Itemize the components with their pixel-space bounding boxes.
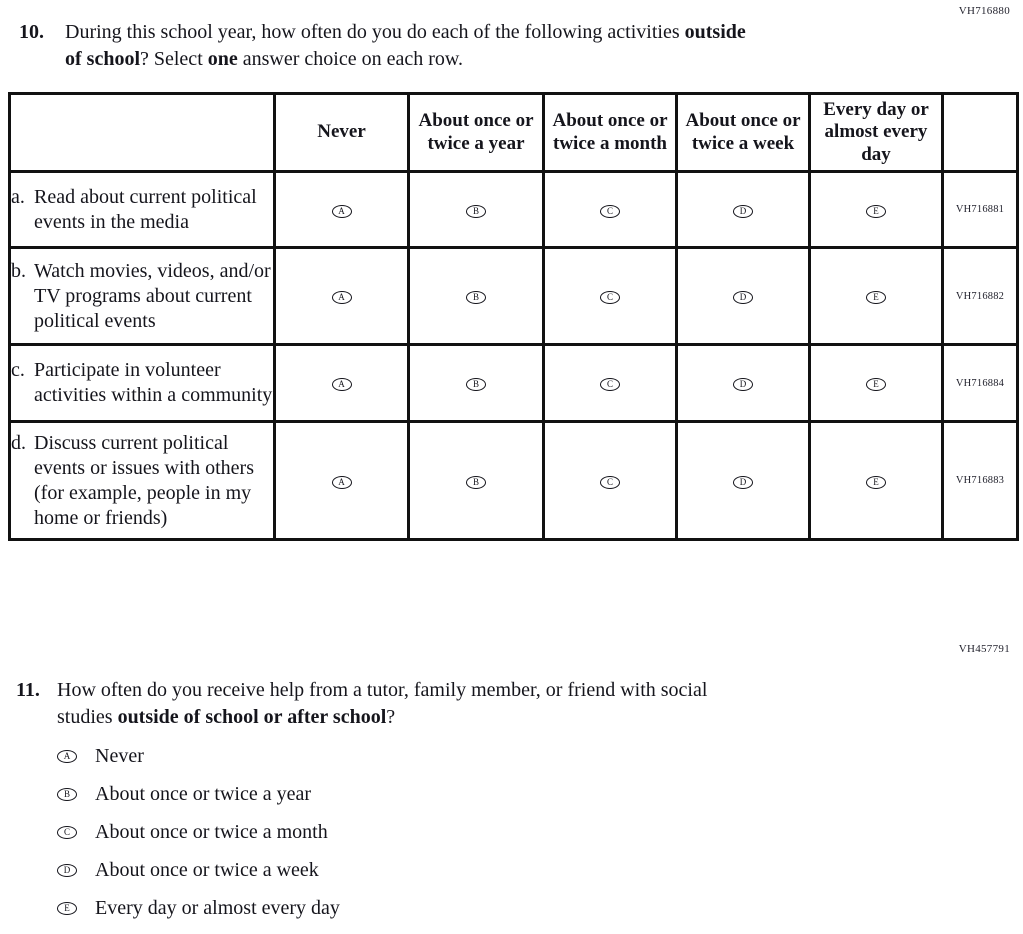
choice-cell [409, 248, 544, 345]
question-11 [16, 677, 976, 731]
choice-cell [677, 248, 810, 345]
activity-label: Participate in volunteer activities within a community [34, 359, 273, 406]
option-e [57, 896, 340, 920]
question-10-text: During this school year, how often do you do each of the following activities outside of school? Select one answer choice on each row. [65, 21, 746, 70]
table-header-row [10, 94, 1018, 172]
question-11-options [57, 744, 340, 934]
form-code-mid: VH457791 [958, 643, 1010, 655]
row-letter: b. [11, 259, 26, 282]
answer-bubble-e[interactable]: E [866, 476, 886, 489]
choice-cell [409, 172, 544, 248]
answer-bubble-c[interactable]: C [600, 291, 620, 304]
activity-label-cell [10, 248, 275, 345]
answer-bubble-d[interactable]: D [733, 205, 753, 218]
choice-cell [677, 345, 810, 422]
choice-cell [810, 248, 943, 345]
answer-bubble-a[interactable]: A [332, 378, 352, 391]
row-code: VH716884 [943, 345, 1018, 422]
option-label: Every day or almost every day [95, 896, 340, 919]
option-d [57, 858, 340, 882]
header-code-blank [943, 94, 1018, 172]
question-10-number: 10. [19, 21, 44, 43]
activity-label-cell [10, 172, 275, 248]
activity-label: Discuss current political events or issues with others (for example, people in my home or friends) [34, 431, 254, 529]
question-10 [19, 19, 979, 73]
choice-cell [677, 172, 810, 248]
option-label: Never [95, 744, 144, 767]
activity-label: Read about current political events in the media [34, 185, 257, 233]
row-code: VH716881 [943, 172, 1018, 248]
header-once-twice-month: About once or twice a month [544, 94, 677, 172]
row-code: VH716882 [943, 248, 1018, 345]
header-every-day: Every day or almost every day [810, 94, 943, 172]
answer-bubble-e[interactable]: E [57, 902, 77, 915]
option-a [57, 744, 340, 768]
activity-label: Watch movies, videos, and/or TV programs about current political events [34, 259, 271, 332]
choice-cell [275, 172, 409, 248]
row-letter: d. [11, 431, 26, 454]
question-11-text: How often do you receive help from a tutor, family member, or friend with social studies outside of school or after school? [57, 679, 708, 728]
answer-bubble-e[interactable]: E [866, 291, 886, 304]
answer-bubble-b[interactable]: B [466, 378, 486, 391]
form-code-top: VH716880 [958, 5, 1010, 17]
answer-bubble-d[interactable]: D [57, 864, 77, 877]
table-row [10, 345, 1018, 422]
choice-cell [810, 172, 943, 248]
answer-bubble-d[interactable]: D [733, 476, 753, 489]
answer-bubble-a[interactable]: A [332, 476, 352, 489]
answer-bubble-a[interactable]: A [332, 205, 352, 218]
answer-bubble-b[interactable]: B [466, 291, 486, 304]
choice-cell [544, 248, 677, 345]
answer-bubble-c[interactable]: C [600, 378, 620, 391]
row-code: VH716883 [943, 422, 1018, 540]
header-once-twice-week: About once or twice a week [677, 94, 810, 172]
choice-cell [409, 345, 544, 422]
choice-cell [810, 345, 943, 422]
answer-bubble-c[interactable]: C [57, 826, 77, 839]
choice-cell [544, 422, 677, 540]
table-row [10, 248, 1018, 345]
answer-bubble-d[interactable]: D [733, 291, 753, 304]
choice-cell [409, 422, 544, 540]
table-row [10, 422, 1018, 540]
option-c [57, 820, 340, 844]
answer-bubble-a[interactable]: A [332, 291, 352, 304]
activity-label-cell [10, 345, 275, 422]
choice-cell [544, 345, 677, 422]
table-row [10, 172, 1018, 248]
answer-bubble-d[interactable]: D [733, 378, 753, 391]
row-letter: a. [11, 185, 25, 208]
answer-bubble-a[interactable]: A [57, 750, 77, 763]
option-label: About once or twice a month [95, 820, 328, 843]
choice-cell [677, 422, 810, 540]
choice-cell [810, 422, 943, 540]
header-never: Never [275, 94, 409, 172]
question-10-table [8, 92, 1019, 541]
choice-cell [275, 422, 409, 540]
choice-cell [544, 172, 677, 248]
activity-label-cell [10, 422, 275, 540]
question-11-number: 11. [16, 679, 40, 701]
option-label: About once or twice a year [95, 782, 312, 805]
answer-bubble-b[interactable]: B [57, 788, 77, 801]
answer-bubble-b[interactable]: B [466, 476, 486, 489]
choice-cell [275, 345, 409, 422]
header-once-twice-year: About once or twice a year [409, 94, 544, 172]
answer-bubble-e[interactable]: E [866, 205, 886, 218]
answer-bubble-b[interactable]: B [466, 205, 486, 218]
answer-bubble-c[interactable]: C [600, 205, 620, 218]
answer-bubble-e[interactable]: E [866, 378, 886, 391]
answer-bubble-c[interactable]: C [600, 476, 620, 489]
choice-cell [275, 248, 409, 345]
header-activity-blank [10, 94, 275, 172]
option-b [57, 782, 340, 806]
row-letter: c. [11, 359, 25, 381]
option-label: About once or twice a week [95, 858, 319, 881]
